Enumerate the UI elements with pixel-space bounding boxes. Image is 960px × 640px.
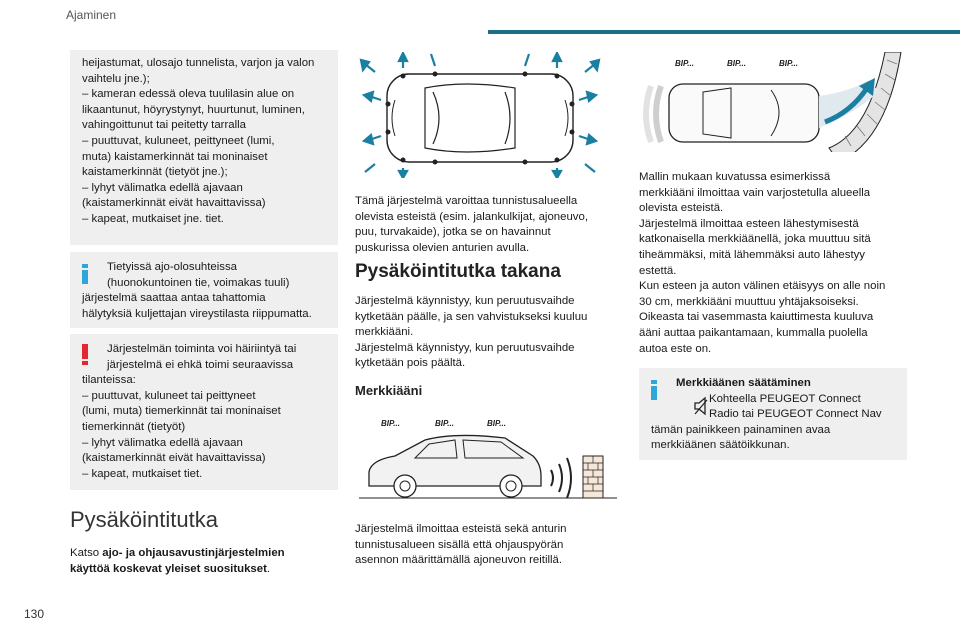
text-line: tunnistusalueen sisällä että ohjauspyörän (355, 538, 564, 551)
section-title-rear-parking-sensors: Pysäköintitutka takana (355, 261, 561, 282)
header-title: Ajaminen (66, 8, 117, 22)
text-line: tämän painikkeen painaminen avaa (651, 423, 831, 436)
text-line: Radio tai PEUGEOT Connect Nav (709, 408, 882, 421)
speaker-icon (693, 396, 711, 416)
activation-paragraph (355, 294, 623, 372)
sensor-coverage-diagram (355, 52, 623, 178)
info-note-text (82, 260, 326, 322)
text-line: – kameran edessä oleva tuulilasin alue on (82, 88, 295, 101)
bip-label: BIP... (435, 419, 454, 428)
text-line: Järjestelmä ilmoittaa esteistä sekä anturin (355, 523, 567, 535)
text-line: tilanteissa: (82, 374, 136, 387)
text-line: kytketään päälle, ja sen vahvistukseksi kuuluu (355, 310, 588, 323)
shaded-zone-diagram (639, 52, 907, 152)
text-line: tiheämmäksi, mitä lähemmäksi auto lähestyy (639, 248, 865, 261)
text-line: olevista esteistä (esim. jalankulkijat, ajoneuvo, (355, 210, 588, 223)
text-line: puu, turvakaide), jotka se on havainnut (355, 226, 551, 239)
text-line: katkonaisella merkkiäänellä, joka muuttuu sitä (639, 233, 871, 246)
text-line: Oikeasta tai vasemmasta kaiuttimesta kuuluva (639, 311, 874, 324)
bip-label: BIP... (779, 59, 798, 68)
text-line: – puuttuvat, kuluneet tai peittyneet (82, 389, 256, 402)
path-paragraph (355, 522, 623, 569)
text-line: (huonokuntoinen tie, voimakas tuuli) (107, 276, 290, 289)
text-line: Tämä järjestelmä varoittaa tunnistusalueella (355, 195, 578, 207)
text-line: heijastumat, ulosajo tunnelista, varjon ja valon (82, 57, 315, 69)
text-line: puskurissa olevien anturien avulla. (355, 241, 530, 254)
info-note-indent-text (651, 392, 895, 423)
text-line: – lyhyt välimatka edellä ajavaan (82, 181, 243, 194)
text-line: järjestelmä saattaa antaa tahattomia (82, 292, 266, 305)
bip-label: BIP... (675, 59, 694, 68)
text-line: ääni auttaa paikantamaan, kummalla puolella (639, 326, 868, 339)
text-line: – puuttuvat, kuluneet, peittyneet (lumi, (82, 134, 275, 147)
warning-note-text (82, 342, 326, 482)
text-line: 30 cm, merkkiääni muuttuu yhtäjaksoiseksi. (639, 295, 859, 308)
intro-bold-2: käyttöä koskevat yleiset suositukset (70, 562, 267, 575)
info-note-text (651, 423, 895, 454)
text-line: – lyhyt välimatka edellä ajavaan (82, 436, 243, 449)
text-line: järjestelmä ei ehkä toimi seuraavissa (107, 358, 294, 371)
info-note-sound-settings (639, 368, 907, 460)
bip-label: BIP... (381, 419, 400, 428)
text-line: Järjestelmän toiminta voi häiriintyä tai (107, 343, 297, 355)
example-paragraph (639, 170, 907, 357)
text-line: – kapeat, mutkaiset tiet. (82, 467, 203, 480)
page-number: 130 (24, 607, 45, 621)
intro-bold-1: ajo- ja ohjausavustinjärjestelmien (102, 547, 285, 559)
warning-icon (82, 344, 90, 366)
info-note-title: Merkkiäänen säätäminen (676, 377, 811, 389)
text-line: olevista esteistä. (639, 202, 724, 215)
section-title-parking-sensors: Pysäköintitutka (70, 507, 218, 532)
continued-note-box (70, 50, 338, 245)
subheading-audible-signal: Merkkiääni (355, 383, 423, 398)
bip-label: BIP... (727, 59, 746, 68)
text-line: estettä. (639, 264, 677, 277)
text-line: Kohteella PEUGEOT Connect (709, 392, 861, 405)
box1-text (82, 56, 326, 228)
info-note (70, 252, 338, 328)
audible-signal-diagram (355, 416, 623, 508)
text-line: merkkiääni. (355, 326, 414, 339)
text-line: kaistamerkinnät (tietyöt jne.); (82, 166, 228, 179)
text-line: likaantunut, höyrystynyt, huurtunut, luminen, (82, 103, 305, 116)
intro-paragraph (70, 546, 338, 577)
text-line: merkkiääni ilmoittaa vain varjostetulla alueella (639, 186, 871, 199)
text-line: asennon määrittämällä ajoneuvon reitillä. (355, 554, 563, 567)
text-line: hälytyksiä kuljettajan vireystilasta riippumatta. (82, 307, 312, 320)
text-line: kytketään pois päältä. (355, 357, 466, 370)
intro-paragraph (355, 194, 623, 256)
text-line: autoa este on. (639, 342, 712, 355)
text-line: vaihtelu jne.); (82, 72, 150, 85)
text-line: – kapeat, mutkaiset jne. tiet. (82, 212, 224, 225)
text-line: Järjestelmä ilmoittaa esteen lähestymisestä (639, 217, 859, 230)
text-line: Järjestelmä käynnistyy, kun peruutusvaihde (355, 341, 575, 354)
text-line: Mallin mukaan kuvatussa esimerkissä (639, 171, 831, 183)
text-line: vahingoittunut tai peitetty tarralla (82, 119, 246, 132)
bip-label: BIP... (487, 419, 506, 428)
warning-note (70, 334, 338, 490)
text-line: (lumi, muta) tiemerkinnät tai moninaiset (82, 405, 281, 418)
header-accent-bar (488, 30, 960, 34)
text-line: merkkiäänen säätöikkunan. (651, 439, 790, 452)
text-line: Kun esteen ja auton välinen etäisyys on alle noin (639, 280, 886, 293)
text-line: Tietyissä ajo-olosuhteissa (107, 261, 237, 273)
text-line: Järjestelmä käynnistyy, kun peruutusvaihde (355, 295, 575, 307)
intro-suffix: . (266, 562, 271, 575)
text-line: muta) kaistamerkinnät tai moninaiset (82, 150, 268, 163)
text-line: (kaistamerkinnät eivät havaittavissa) (82, 452, 266, 465)
intro-prefix: Katso (70, 547, 103, 559)
text-line: tiemerkinnät (tietyöt) (82, 420, 186, 433)
info-icon (82, 264, 90, 284)
text-line: (kaistamerkinnät eivät havaittavissa) (82, 197, 266, 210)
